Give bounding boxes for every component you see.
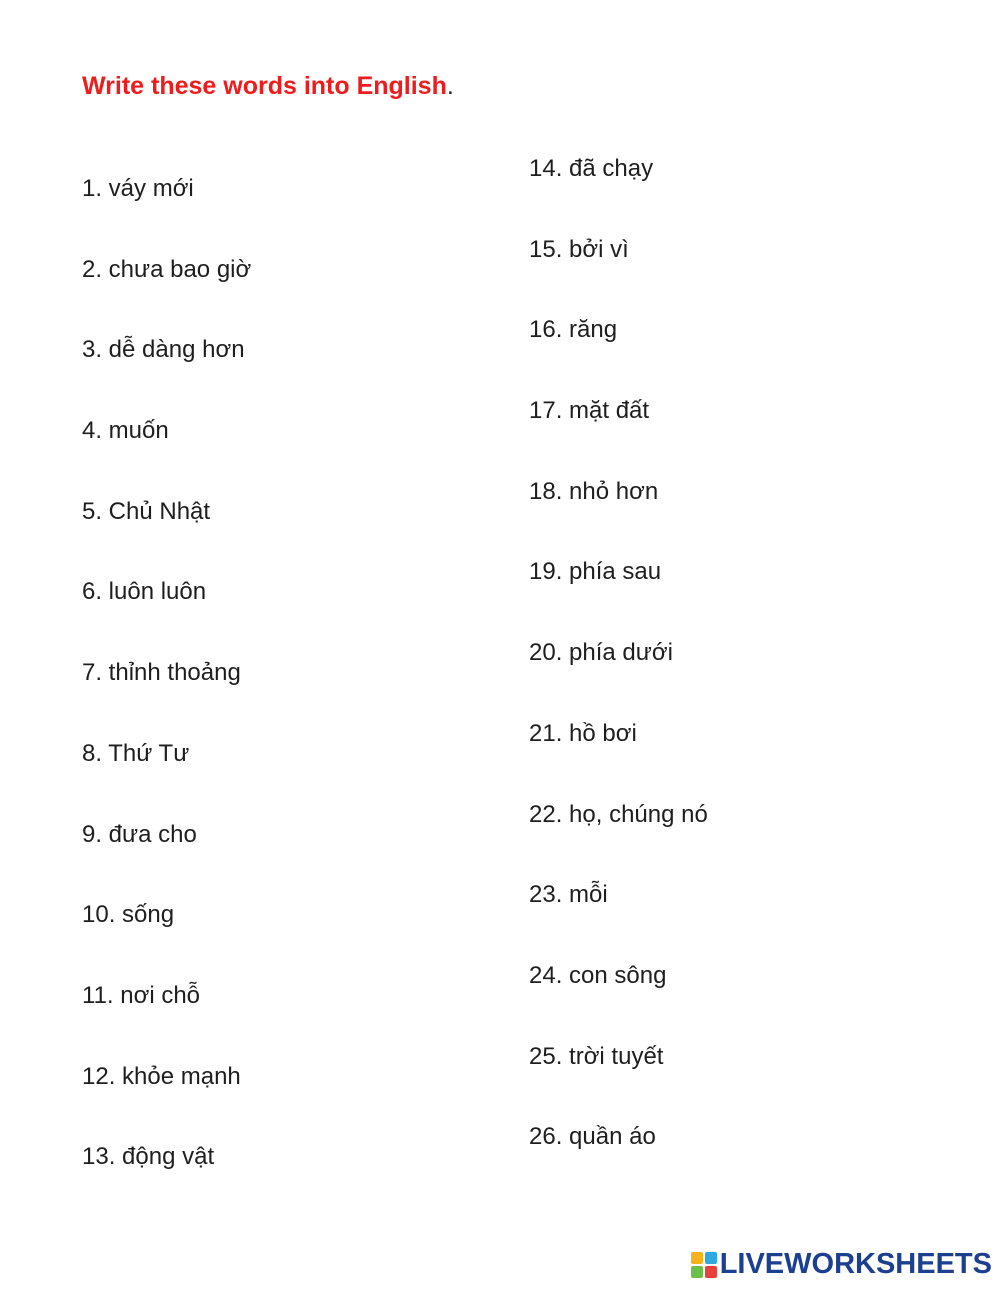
left-word-list: [82, 172, 251, 1221]
word-item: 21. hồ bơi: [529, 719, 637, 747]
word-item: 11. nơi chỗ: [82, 981, 201, 1009]
brand-name: LIVEWORKSHEETS: [719, 1248, 992, 1280]
word-item: 13. động vật: [82, 1143, 215, 1171]
word-item: 1. váy mới: [82, 175, 194, 202]
word-item: 23. mỗi: [529, 881, 608, 909]
word-item: 25. trời tuyết: [529, 1042, 664, 1070]
word-item: 2. chưa bao giờ: [82, 255, 252, 283]
logo-square: [691, 1266, 703, 1278]
word-item: 6. luôn luôn: [82, 578, 207, 606]
word-item: 19. phía sau: [529, 558, 662, 586]
word-item: 14. đã chạy: [529, 155, 654, 182]
logo-square: [705, 1266, 717, 1278]
liveworksheets-branding: [691, 1248, 992, 1281]
word-item: 24. con sông: [529, 961, 667, 989]
word-item: 7. thỉnh thoảng: [82, 659, 241, 687]
word-item: 3. dễ dàng hơn: [82, 336, 245, 364]
word-item: 18. nhỏ hơn: [529, 477, 659, 505]
word-item: 5. Chủ Nhật: [82, 497, 211, 525]
word-item: 9. đưa cho: [82, 820, 197, 848]
logo-square: [705, 1252, 717, 1264]
word-item: 12. khỏe mạnh: [82, 1062, 241, 1090]
instruction-period: .: [446, 72, 454, 100]
word-item: 8. Thứ Tư: [82, 739, 190, 767]
word-item: 4. muốn: [82, 417, 169, 445]
logo-square: [691, 1252, 703, 1264]
word-item: 16. răng: [529, 316, 618, 344]
word-item: 22. họ, chúng nó: [529, 800, 708, 828]
word-item: 26. quần áo: [529, 1123, 656, 1151]
liveworksheets-logo-icon: [691, 1252, 717, 1278]
instruction-text: Write these words into English: [82, 72, 447, 100]
word-item: 10. sống: [82, 901, 175, 929]
word-item: 17. mặt đất: [529, 397, 650, 425]
word-item: 20. phía dưới: [529, 639, 673, 667]
right-word-list: [529, 152, 708, 1201]
instruction-heading: [82, 72, 454, 101]
word-item: 15. bởi vì: [529, 235, 629, 263]
